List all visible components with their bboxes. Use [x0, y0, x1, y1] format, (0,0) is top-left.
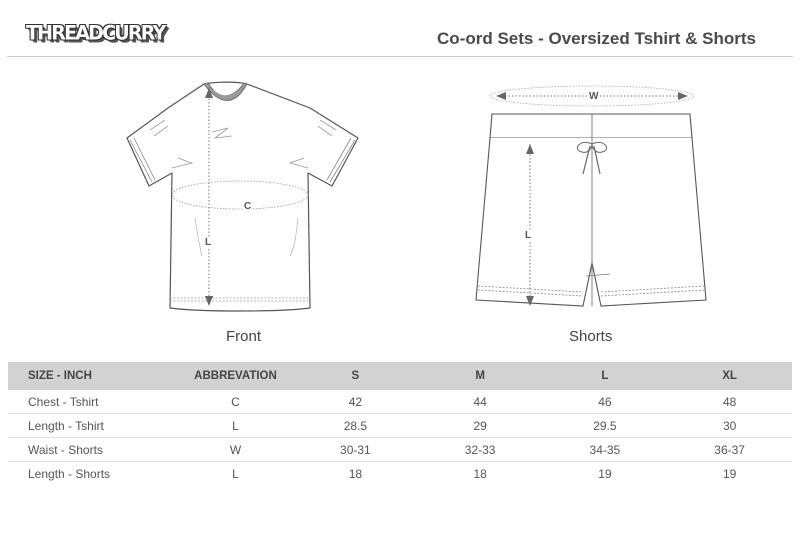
table-row	[8, 462, 792, 486]
cell-abbr: L	[232, 466, 239, 481]
cell-xl: 19	[722, 466, 737, 481]
col-header-size: SIZE - INCH	[28, 370, 92, 382]
cell-measure: Waist - Shorts	[8, 438, 178, 462]
cell-measure: Length - Shorts	[28, 466, 111, 481]
cell-m: 29	[418, 414, 543, 438]
cell-l: 19	[598, 466, 612, 481]
table-header-row	[8, 362, 792, 390]
cell-l: 34-35	[543, 438, 668, 462]
cell-xl: 30	[667, 414, 792, 438]
cell-measure: Chest - Tshirt	[8, 390, 178, 414]
measure-chest-label: C	[244, 201, 252, 212]
measure-waist-label: W	[589, 91, 599, 102]
cell-s: 30-31	[293, 438, 418, 462]
col-header-xl: XL	[722, 370, 737, 382]
cell-xl: 36-37	[667, 438, 792, 462]
cell-measure: Length - Tshirt	[8, 414, 178, 438]
col-header-m: M	[475, 370, 485, 382]
shorts-illustration	[468, 78, 713, 318]
tshirt-front-label: Front	[226, 328, 262, 345]
cell-m: 32-33	[418, 438, 543, 462]
cell-s: 28.5	[293, 414, 418, 438]
header-divider	[7, 56, 793, 57]
col-header-abbreviation: ABBREVATION	[194, 370, 277, 382]
cell-s: 42	[293, 390, 418, 414]
cell-l: 46	[543, 390, 668, 414]
cell-abbr: W	[178, 438, 293, 462]
brand-logo: THREADCURRY	[26, 21, 165, 45]
measure-shorts-length-label: L	[525, 230, 532, 241]
shorts-label: Shorts	[569, 328, 613, 345]
cell-s: 18	[348, 466, 363, 481]
measure-tshirt-length-label: L	[205, 237, 212, 248]
cell-m: 44	[418, 390, 543, 414]
col-header-l: L	[601, 370, 609, 382]
col-header-s: S	[351, 370, 360, 382]
cell-abbr: C	[178, 390, 293, 414]
table-row	[8, 438, 792, 462]
table-row	[8, 390, 792, 414]
cell-abbr: L	[178, 414, 293, 438]
cell-l: 29.5	[543, 414, 668, 438]
size-chart-table	[8, 362, 792, 485]
cell-m: 18	[473, 466, 487, 481]
table-row	[8, 414, 792, 438]
page-title: Co-ord Sets - Oversized Tshirt & Shorts	[437, 29, 756, 48]
cell-xl: 48	[667, 390, 792, 414]
